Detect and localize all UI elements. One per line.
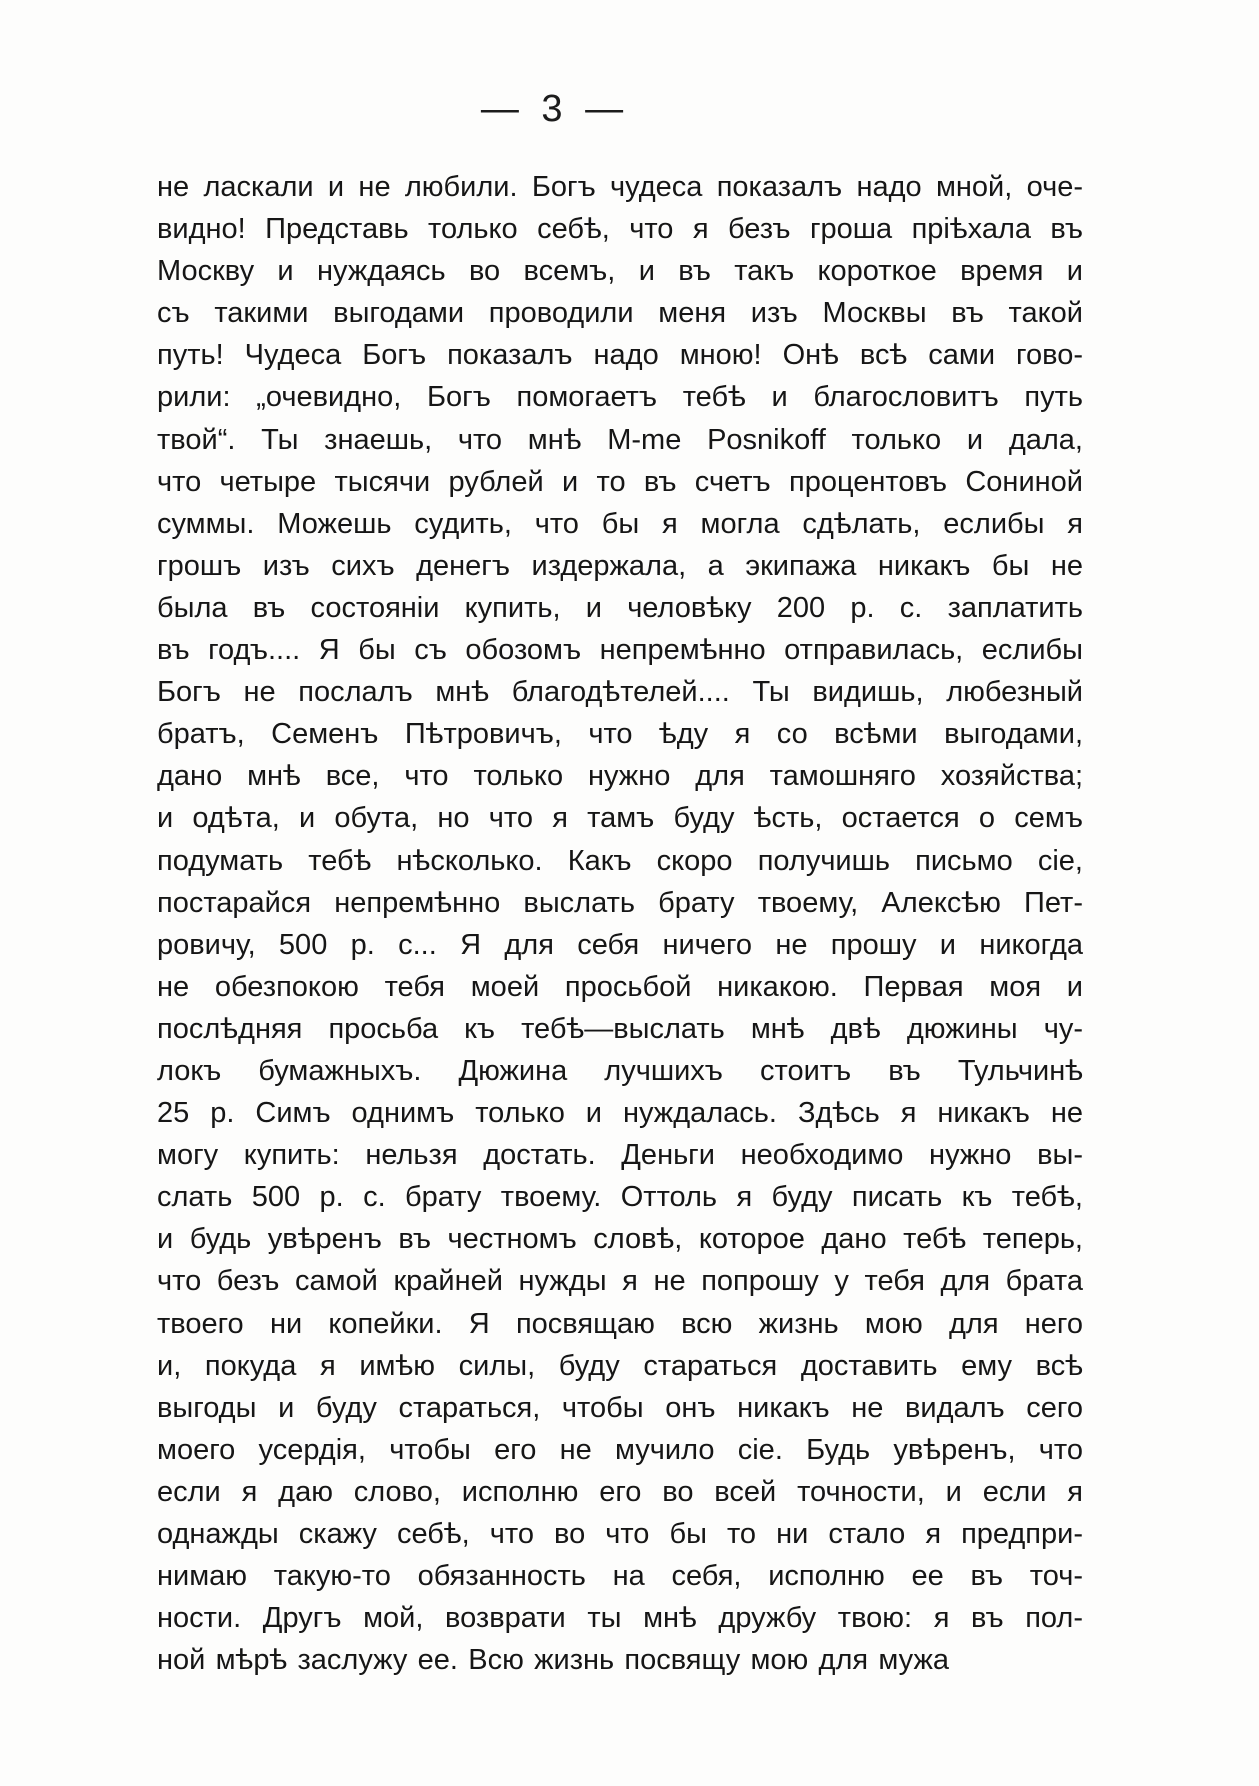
text-line: съ такими выгодами проводили меня изъ Москвы въ такой <box>157 297 1083 330</box>
text-line: не обезпокою тебя моей просьбой никакою. Первая моя и <box>157 970 1083 1003</box>
text-line: 25 р. Симъ однимъ только и нуждалась. Здѣсь я никакъ не <box>157 1097 1083 1130</box>
text-line: послѣдняя просьба къ тебѣ—выслать мнѣ двѣ дюжины чу- <box>157 1012 1083 1045</box>
text-line: братъ, Семенъ Пѣтровичъ, что ѣду я со всѣми выгодами, <box>157 718 1083 751</box>
text-line: Богъ не послалъ мнѣ благодѣтелей.... Ты видишь, любезный <box>157 676 1083 709</box>
text-line: что четыре тысячи рублей и то въ счетъ процентовъ Сониной <box>157 465 1083 498</box>
body-text <box>157 166 1083 1681</box>
text-line: и будь увѣренъ въ честномъ словѣ, которое дано тебѣ теперь, <box>157 1223 1083 1256</box>
text-line: ности. Другъ мой, возврати ты мнѣ дружбу твою: я въ пол- <box>157 1602 1083 1635</box>
text-line: моего усердiя, чтобы его не мучило сiе. Будь увѣренъ, что <box>157 1433 1083 1466</box>
text-line: Москву и нуждаясь во всемъ, и въ такъ короткое время и <box>157 255 1083 288</box>
text-line: грошъ изъ сихъ денегъ издержала, а экипажа никакъ бы не <box>157 549 1083 582</box>
text-line: локъ бумажныхъ. Дюжина лучшихъ стоитъ въ Тульчинѣ <box>157 1054 1083 1087</box>
text-line: что безъ самой крайней нужды я не попрошу у тебя для брата <box>157 1265 1083 1298</box>
text-line: если я даю слово, исполню его во всей точности, и если я <box>157 1475 1083 1508</box>
text-line: суммы. Можешь судить, что бы я могла сдѣлать, еслибы я <box>157 507 1083 540</box>
text-line: въ годъ.... Я бы съ обозомъ непремѣнно отправилась, еслибы <box>157 634 1083 667</box>
text-line: твой“. Ты знаешь, что мнѣ M-me Posnikoff только и дала, <box>157 423 1083 456</box>
text-line: рили: „очевидно, Богъ помогаетъ тебѣ и благословитъ путь <box>157 381 1083 414</box>
text-line: нимаю такую-то обязанность на себя, исполню ее въ точ- <box>157 1560 1083 1593</box>
text-line: была въ состоянiи купить, и человѣку 200 р. с. заплатить <box>157 591 1083 624</box>
text-line: и одѣта, и обута, но что я тамъ буду ѣсть, остается о семъ <box>157 802 1083 835</box>
page-number: — 3 — <box>480 88 630 130</box>
text-line: не ласкали и не любили. Богъ чудеса показалъ надо мной, оче- <box>157 171 1083 203</box>
text-line: путь! Чудеса Богъ показалъ надо мною! Онѣ всѣ сами гово- <box>157 339 1083 372</box>
text-line: могу купить: нельзя достать. Деньги необходимо нужно вы- <box>157 1139 1083 1172</box>
text-line: выгоды и буду стараться, чтобы онъ никакъ не видалъ сего <box>157 1391 1083 1424</box>
text-line: ровичу, 500 р. с... Я для себя ничего не прошу и никогда <box>157 928 1083 961</box>
text-line: постарайся непремѣнно выслать брату твоему, Алексѣю Пет- <box>157 886 1083 919</box>
text-line: и, покуда я имѣю силы, буду стараться доставить ему всѣ <box>157 1349 1083 1382</box>
text-line: подумать тебѣ нѣсколько. Какъ скоро получишь письмо сiе, <box>157 844 1083 877</box>
text-line: слать 500 р. с. брату твоему. Оттоль я буду писать къ тебѣ, <box>157 1181 1083 1214</box>
text-line: дано мнѣ все, что только нужно для тамошняго хозяйства; <box>157 760 1083 793</box>
text-line: видно! Представь только себѣ, что я безъ гроша прiѣхала въ <box>157 213 1083 246</box>
text-line: однажды скажу себѣ, что во что бы то ни стало я предпри- <box>157 1518 1083 1550</box>
text-line: ной мѣрѣ заслужу ее. Всю жизнь посвящу мою для мужа <box>157 1644 949 1677</box>
text-line: твоего ни копейки. Я посвящаю всю жизнь мою для него <box>157 1307 1083 1340</box>
